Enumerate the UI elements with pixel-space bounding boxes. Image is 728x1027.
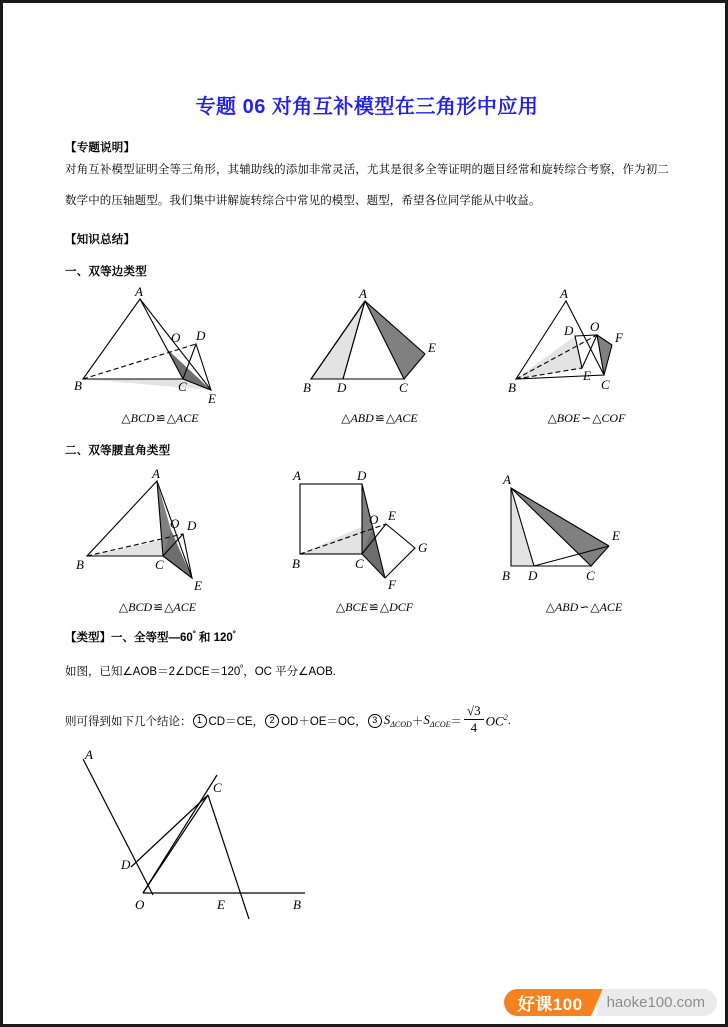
label-D: D [356,468,366,483]
label-F: F [615,330,623,345]
label-D: D [187,518,197,533]
figure-caption-2-2 [336,600,413,615]
caption-right: △DCF [379,600,414,614]
caption-left: △BCD [118,600,153,614]
label-C: C [178,379,187,394]
label-E: E [612,528,620,543]
label-B: B [76,557,84,572]
figure-caption-2-1 [119,600,196,615]
figure-caption-1-2 [341,411,418,426]
caption-symbol: ≌ [368,600,379,614]
caption-right: △ACE [590,600,623,614]
problem-conclusions [65,705,669,737]
given-tail: ，OC 平分∠AOB. [243,666,336,678]
logo-brand-cn: 好课100 [504,989,587,1016]
label-C: C [601,377,610,392]
math-equals: ＝ [450,715,463,728]
figure-cell-1-3 [504,287,669,426]
figure-cell-2-1 [65,466,250,615]
caption-left: △ABD [341,411,374,425]
label-E: E [208,391,216,405]
label-A: A [560,287,568,301]
degree-sign-2: º [232,629,236,639]
section-label-explain: 【专题说明】 [65,142,136,154]
label-A: A [359,287,367,301]
subheading-type-1: 一、双等边类型 [65,266,147,278]
label-C: C [399,380,408,395]
label-O: O [135,896,145,912]
area-term-2 [423,712,450,729]
label-B: B [291,556,300,571]
given-main: 如图，已知∠AOB＝2∠DCE＝120 [65,666,241,678]
footer-logo [504,989,717,1016]
label-B: B [502,568,510,583]
diagram-double-equilateral-2 [297,287,462,405]
figure-row-2 [65,466,669,615]
label-O: O [368,512,378,527]
caption-symbol: ∽ [579,600,590,614]
logo-brand-url: haoke100.com [597,989,717,1016]
label-C: C [586,568,595,583]
label-O: O [170,516,180,531]
math-plus: ＋ [411,715,424,728]
figure-caption-2-3 [546,600,623,615]
label-D: D [337,380,347,395]
caption-left: △ABD [545,600,579,614]
conclusion-2-text: OD＋OE＝OC， [281,715,367,728]
page-content [65,3,669,927]
caption-symbol: ≌ [155,411,166,425]
degree-sign-3: º [240,663,244,673]
degree-sign-1: º [192,629,196,639]
problem-type-heading [65,629,669,645]
label-C: C [155,557,164,572]
label-O: O [590,319,600,334]
area-subscript-2: ΔCOE [429,720,451,730]
label-B: B [303,380,311,395]
figure-cell-2-3 [499,466,669,615]
main-figure-wrapper [65,747,669,927]
label-O: O [171,330,181,345]
conclusion-lead: 则可得到如下几个结论： [65,715,192,728]
type-label-main: 【类型】一、全等型—60 [65,632,193,644]
label-E: E [217,896,225,912]
diagram-double-equilateral-1 [65,287,255,405]
label-A: A [503,472,511,487]
caption-symbol: ≌ [374,411,385,425]
explain-paragraph: 对角互补模型证明全等三角形，其辅助线的添加非常灵活，尤其是很多全等证明的题目经常和旋转综合考察，作为初二数学中的压轴题型。我们集中讲解旋转综合中常见的模型、题型，希望各位同学能从中收益。 [65,164,669,207]
label-B: B [293,896,301,912]
label-A: A [135,287,143,299]
label-C: C [354,556,364,571]
label-B: B [74,378,82,393]
area-symbol-1: S [383,712,391,728]
oc-exponent: 2 [503,712,508,722]
label-D: D [564,323,574,338]
caption-right: △COF [592,411,626,425]
figure-cell-1-1 [65,287,255,426]
label-E: E [428,340,436,355]
section-label-knowledge: 【知识总结】 [65,234,136,246]
type-label-mid: 和 120 [195,632,233,644]
label-C: C [213,779,222,795]
label-E: E [583,368,591,383]
caption-left: △BCD [121,411,155,425]
area-symbol-2: S [423,712,430,728]
conclusion-1-text: CD＝CE， [208,715,265,728]
figure-row-1 [65,287,669,426]
page-title: 专题 06 对角互补模型在三角形中应用 [195,96,539,118]
label-G: G [417,540,427,555]
fraction-numerator: √3 [464,704,484,720]
area-term-1 [384,712,412,729]
diagram-isosceles-right-3 [499,466,669,594]
label-A: A [85,746,93,762]
caption-left: △BOE [547,411,581,425]
label-E: E [387,508,396,523]
label-D: D [528,568,538,583]
fraction-denominator: 4 [470,719,478,735]
area-subscript-1: ΔCOD [390,720,412,730]
circled-number-3: 3 [368,714,382,728]
fraction-root3-over-4 [464,704,484,736]
label-A: A [152,466,160,481]
diagram-isosceles-right-2 [290,466,460,594]
diagram-isosceles-right-1 [65,466,250,594]
label-B: B [508,380,516,395]
caption-left: △BCE [335,600,368,614]
label-D: D [196,328,206,343]
problem-given [65,663,669,679]
circled-number-2: 2 [265,714,279,728]
label-A: A [292,468,301,483]
caption-right: △ACE [166,411,199,425]
diagram-main-angle-bisector [65,747,385,922]
figure-cell-1-2 [297,287,462,426]
label-F: F [387,577,396,592]
trailing-period: . [507,714,511,727]
figure-cell-2-2 [290,466,460,615]
subheading-type-2: 二、双等腰直角类型 [65,445,171,457]
label-D: D [121,856,131,872]
oc-symbol: OC [485,712,504,728]
caption-symbol: ≌ [153,600,164,614]
label-E: E [194,578,202,593]
circled-number-1: 1 [193,714,207,728]
caption-right: △ACE [164,600,197,614]
oc-squared-term [486,713,508,729]
caption-right: △ACE [385,411,418,425]
caption-symbol: ∽ [581,411,592,425]
diagram-double-equilateral-3 [504,287,669,405]
figure-caption-1-3 [548,411,626,426]
figure-caption-1-1 [121,411,198,426]
